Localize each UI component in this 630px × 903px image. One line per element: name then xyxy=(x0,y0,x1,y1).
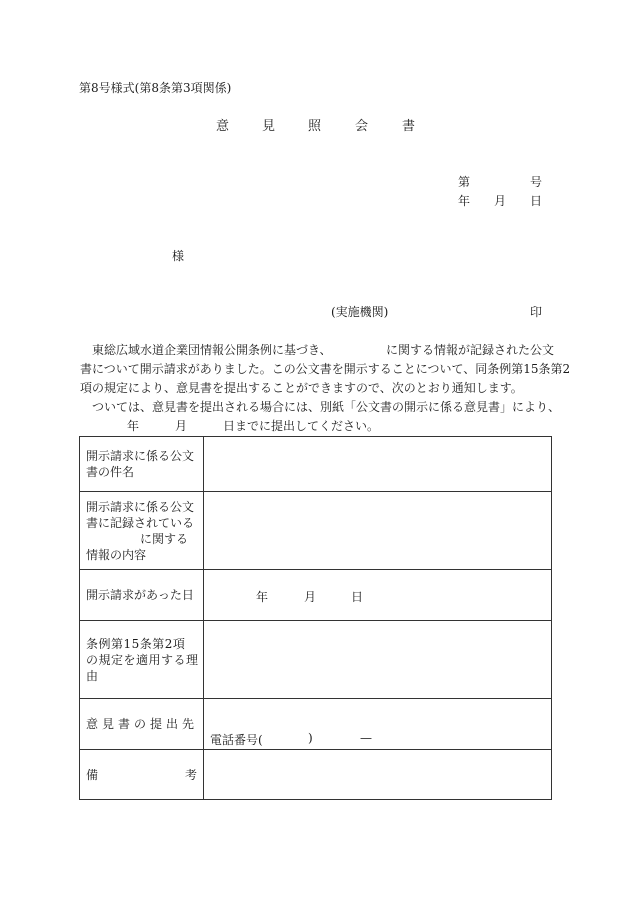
table-row xyxy=(80,492,552,570)
body-line: に関する情報が記録された公文 xyxy=(386,343,555,357)
table-row xyxy=(80,621,552,699)
body-line: 書について開示請求がありました。この公文書を開示することについて、同条例第15条第2 xyxy=(80,362,571,376)
title-char: 会 xyxy=(355,119,369,134)
addressee-suffix: 様 xyxy=(172,249,185,263)
body-paragraph xyxy=(80,341,571,436)
info-content-field[interactable] xyxy=(204,492,552,570)
row-label: 開示請求があった日 xyxy=(80,570,204,621)
table-row xyxy=(80,570,552,621)
title-char: 見 xyxy=(262,119,276,134)
reason-field[interactable] xyxy=(204,621,552,699)
phone-dash: — xyxy=(360,731,372,745)
deadline-month: 月 xyxy=(175,419,188,433)
request-date-month: 月 xyxy=(304,590,317,604)
inquiry-table xyxy=(79,436,552,800)
date-month: 月 xyxy=(494,194,507,208)
row-label: 意見書の提出先 xyxy=(80,699,204,750)
table-row xyxy=(80,437,552,492)
date-year: 年 xyxy=(458,194,471,208)
body-line: 項の規定により、意見書を提出することができますので、次のとおり通知します。 xyxy=(80,381,523,395)
phone-close: ) xyxy=(308,731,313,745)
seal-mark: 印 xyxy=(530,305,543,319)
body-line: 東総広域水道企業団情報公開条例に基づき、 xyxy=(92,343,332,357)
body-line: 日までに提出してください。 xyxy=(223,419,380,433)
row-label: 開示請求に係る公文 書に記録されている に関する 情報の内容 xyxy=(80,492,204,570)
document-title xyxy=(0,120,630,136)
issuer-label: (実施機関) xyxy=(331,305,389,319)
body-line: ついては、意見書を提出される場合には、別紙「公文書の開示に係る意見書」により、 xyxy=(92,400,561,414)
remarks-field[interactable] xyxy=(204,750,552,800)
title-char: 意 xyxy=(216,119,230,134)
deadline-year: 年 xyxy=(127,419,140,433)
phone-label: 電話番号( xyxy=(210,733,263,747)
date-day: 日 xyxy=(530,194,543,208)
request-date-year: 年 xyxy=(256,590,269,604)
row-label: 備 考 xyxy=(80,750,204,800)
title-char: 書 xyxy=(402,119,416,134)
doc-number-prefix: 第 xyxy=(458,175,471,189)
table-row xyxy=(80,750,552,800)
subject-field[interactable] xyxy=(204,437,552,492)
request-date-field[interactable] xyxy=(204,570,552,621)
request-date-day: 日 xyxy=(351,590,364,604)
title-char: 照 xyxy=(308,119,322,134)
doc-number-suffix: 号 xyxy=(530,175,543,189)
form-number: 第8号様式(第8条第3項関係) xyxy=(79,81,232,95)
table-row xyxy=(80,699,552,750)
row-label: 開示請求に係る公文 書の件名 xyxy=(80,437,204,492)
row-label: 条例第15条第2項 の規定を適用する理 由 xyxy=(80,621,204,699)
submit-to-field[interactable] xyxy=(204,699,552,750)
